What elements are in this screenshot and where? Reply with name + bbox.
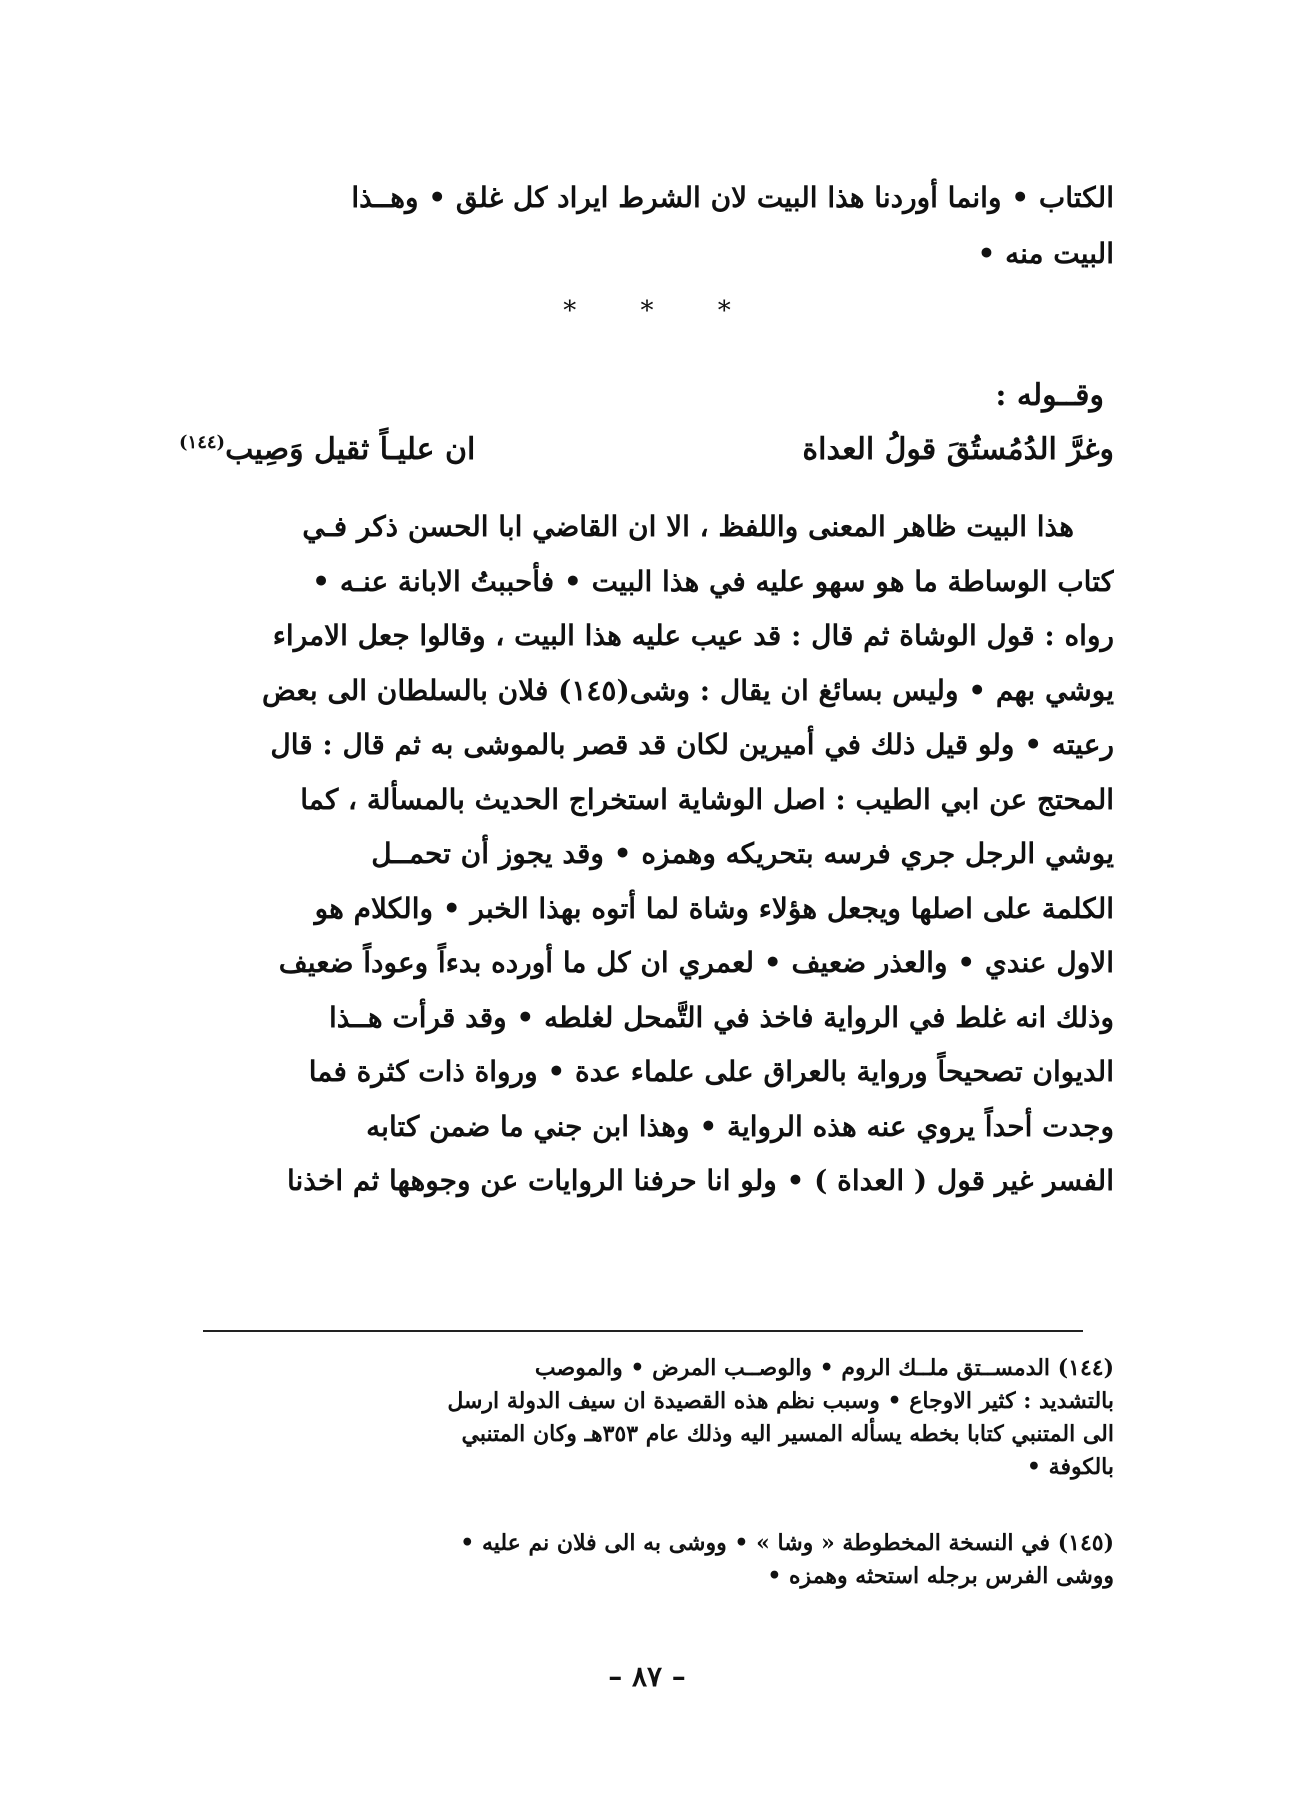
footnote-line: بالكوفة • bbox=[1026, 1454, 1114, 1480]
body-line: هذا البيت ظاهر المعنى واللفظ ، الا ان القاضي ابا الحسن ذكر فـي bbox=[302, 510, 1074, 543]
footnote-line: الى المتنبي كتابا بخطه يسأله المسير اليه وذلك عام ٣٥٣هـ وكان المتنبي bbox=[461, 1421, 1114, 1447]
body-line: وذلك انه غلط في الرواية فاخذ في التَّمحل لغلطه • وقد قرأت هــذا bbox=[328, 1000, 1114, 1034]
footnote-line: بالتشديد : كثير الاوجاع • وسبب نظم هذه القصيدة ان سيف الدولة ارسل bbox=[447, 1388, 1114, 1414]
footnote-line: ووشى الفرس برجله استحثه وهمزه • bbox=[767, 1563, 1114, 1589]
footnote-line: (١٤٤) الدمســتق ملــك الروم • والوصــب المرض • والموصب bbox=[534, 1355, 1114, 1381]
footnote-divider bbox=[203, 1330, 1083, 1332]
footnote-reference: (١٤٤) bbox=[179, 432, 226, 453]
intro-paragraph bbox=[179, 170, 1114, 282]
section-separator: * * * bbox=[563, 296, 759, 326]
body-line: المحتج عن ابي الطيب : اصل الوشاية استخراج الحديث بالمسألة ، كما bbox=[300, 782, 1114, 816]
verse-first-hemistich: وغرَّ الدُمُستُقَ قولُ العداة bbox=[802, 432, 1114, 467]
footnote-144 bbox=[179, 1352, 1114, 1484]
body-line: رعيته • ولو قيل ذلك في أميرين لكان قد قصر بالموشى به ثم قال : قال bbox=[270, 728, 1114, 761]
intro-line: الكتاب • وانما أوردنا هذا البيت لان الشرط ايراد كل غلق • وهــذا bbox=[351, 181, 1114, 214]
section-heading: وقــوله : bbox=[995, 378, 1104, 413]
body-line: يوشي الرجل جري فرسه بتحريكه وهمزه • وقد يجوز أن تحمــل bbox=[371, 837, 1114, 870]
verse-second-hemistich bbox=[179, 432, 475, 467]
commentary-paragraph bbox=[179, 500, 1114, 1209]
footnote-145 bbox=[179, 1527, 1114, 1593]
body-line: وجدت أحداً يروي عنه هذه الرواية • وهذا ابن جني ما ضمن كتابه bbox=[366, 1109, 1114, 1143]
body-line: الديوان تصحيحاً ورواية بالعراق على علماء عدة • ورواة ذات كثرة فما bbox=[308, 1055, 1114, 1088]
page-number: – ٨٧ – bbox=[608, 1660, 686, 1693]
body-line: الاول عندي • والعذر ضعيف • لعمري ان كل ما أورده بدءاً وعوداً ضعيف bbox=[278, 946, 1114, 979]
footnote-line: (١٤٥) في النسخة المخطوطة « وشا » • ووشى به الى فلان نم عليه • bbox=[460, 1530, 1114, 1556]
body-line: الكلمة على اصلها ويجعل هؤلاء وشاة لما أتوه بهذا الخبر • والكلام هو bbox=[314, 891, 1114, 925]
body-line: كتاب الوساطة ما هو سهو عليه في هذا البيت • فأحببتُ الابانة عنـه • bbox=[312, 564, 1114, 598]
poem-verse bbox=[179, 432, 1114, 467]
verse-second-text: ان عليـاً ثقيل وَصِيب bbox=[225, 432, 476, 467]
body-line: رواه : قول الوشاة ثم قال : قد عيب عليه هذا البيت ، وقالوا جعل الامراء bbox=[272, 619, 1114, 652]
body-line: يوشي بهم • وليس بسائغ ان يقال : وشى(١٤٥) فلان بالسلطان الى بعض bbox=[262, 673, 1114, 707]
intro-line: البيت منه • bbox=[977, 237, 1114, 270]
body-line: الفسر غير قول ( العداة ) • ولو انا حرفنا الروايات عن وجوهها ثم اخذنا bbox=[286, 1164, 1114, 1197]
